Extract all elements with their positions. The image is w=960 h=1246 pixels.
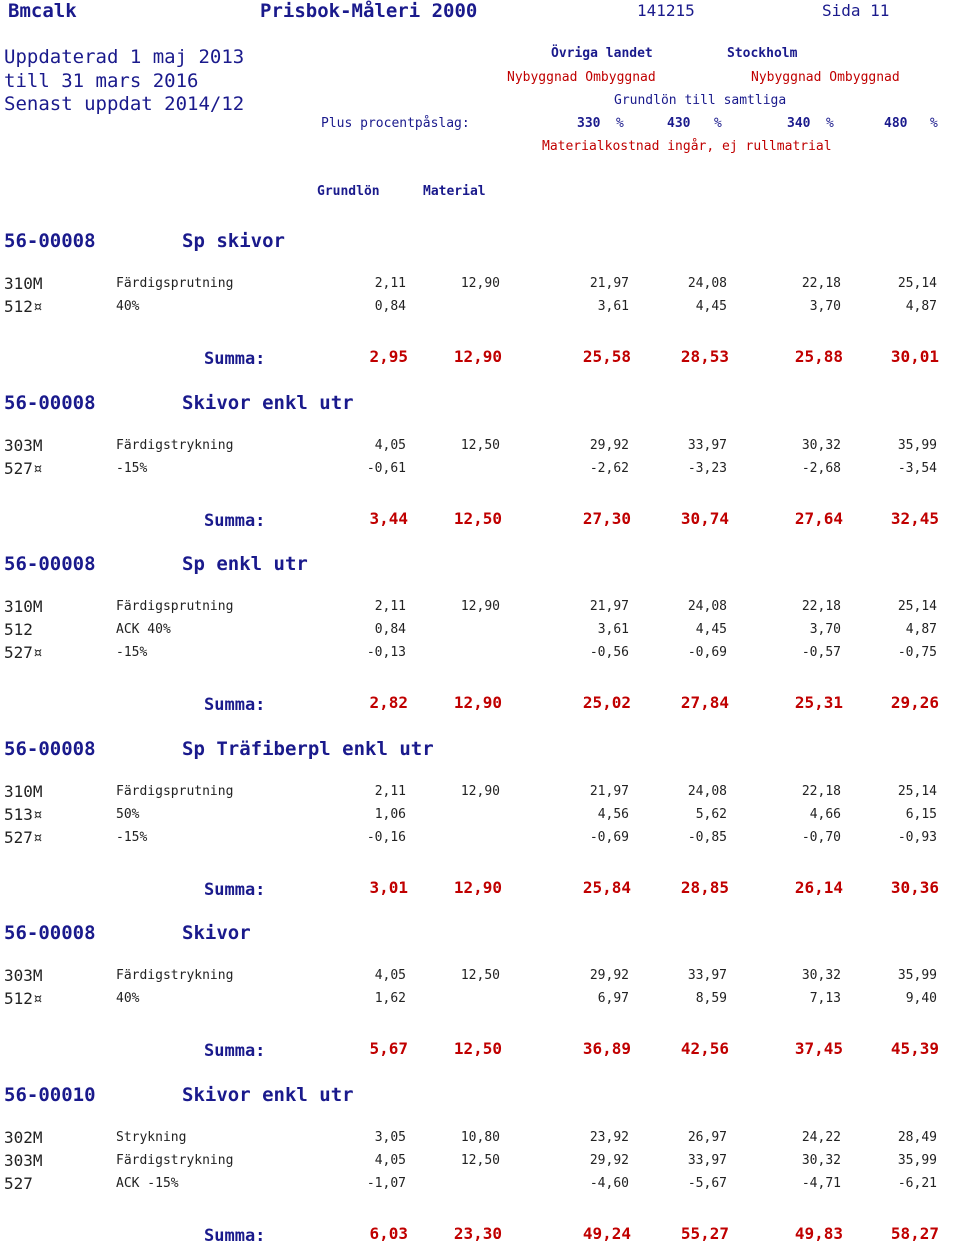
price-sthlm-rebuild: 35,99 xyxy=(897,438,937,453)
pct-sign-2: % xyxy=(714,116,722,131)
row-description: Färdigstrykning xyxy=(116,968,234,983)
grundlon-value: 1,06 xyxy=(374,807,406,823)
price-sthlm-new: -2,68 xyxy=(801,461,841,477)
row-description: Strykning xyxy=(116,1130,187,1145)
section-name: Skivor xyxy=(182,922,251,944)
sum-other-rebuild: 28,53 xyxy=(680,347,729,367)
material-value: 12,50 xyxy=(460,438,500,453)
row-description: -15% xyxy=(116,461,148,477)
price-sthlm-rebuild: 6,15 xyxy=(905,807,937,823)
price-sthlm-rebuild: 25,14 xyxy=(897,276,937,291)
sum-material: 12,90 xyxy=(453,347,502,367)
grundlon-value: -1,07 xyxy=(366,1176,406,1192)
sum-material: 12,50 xyxy=(453,1039,502,1059)
price-sthlm-rebuild: 35,99 xyxy=(897,1153,937,1169)
price-other-new: 23,92 xyxy=(589,1130,629,1145)
pct-value-1: 330 xyxy=(577,116,601,131)
sum-other-new: 25,58 xyxy=(582,347,631,367)
price-sthlm-rebuild: 25,14 xyxy=(897,599,937,614)
sum-grundlon: 2,82 xyxy=(369,693,408,713)
row-code: 512¤ xyxy=(4,297,43,317)
sum-sthlm-new: 25,88 xyxy=(794,347,843,367)
updated-line-1: Uppdaterad 1 maj 2013 xyxy=(4,46,245,68)
price-sthlm-new: -4,71 xyxy=(801,1176,841,1192)
row-code: 310M xyxy=(4,274,43,293)
price-sthlm-new: -0,57 xyxy=(801,645,841,661)
row-code: 302M xyxy=(4,1128,43,1147)
region-other: Övriga landet xyxy=(551,46,653,61)
section-name: Skivor enkl utr xyxy=(182,392,354,414)
section-code: 56-00010 xyxy=(4,1084,96,1106)
grundlon-value: 4,05 xyxy=(374,968,406,983)
region-stockholm: Stockholm xyxy=(727,46,798,61)
sum-sthlm-new: 27,64 xyxy=(794,509,843,529)
table-row xyxy=(0,274,960,296)
table-row xyxy=(0,989,960,1011)
summa-label: Summa: xyxy=(204,349,266,370)
material-value: 12,90 xyxy=(460,276,500,291)
price-other-rebuild: -0,69 xyxy=(687,645,727,661)
table-row xyxy=(0,297,960,319)
price-other-new: 3,61 xyxy=(597,299,629,315)
region-stockholm-subheader: Nybyggnad Ombyggnad xyxy=(751,70,900,85)
table-row xyxy=(0,828,960,850)
sum-grundlon: 2,95 xyxy=(369,347,408,367)
grundlon-value: 2,11 xyxy=(374,784,406,799)
grundlon-value: 4,05 xyxy=(374,1153,406,1169)
row-code: 512¤ xyxy=(4,989,43,1009)
price-sthlm-rebuild: 9,40 xyxy=(905,991,937,1007)
section-name: Sp enkl utr xyxy=(182,553,308,575)
price-other-rebuild: -5,67 xyxy=(687,1176,727,1192)
material-value: 12,90 xyxy=(460,784,500,799)
price-other-new: 3,61 xyxy=(597,622,629,638)
material-value: 10,80 xyxy=(460,1130,500,1145)
sum-sthlm-new: 26,14 xyxy=(794,878,843,898)
updated-line-3: Senast uppdat 2014/12 xyxy=(4,93,245,115)
price-other-rebuild: 33,97 xyxy=(687,438,727,453)
row-description: -15% xyxy=(116,830,148,846)
price-sthlm-new: 24,22 xyxy=(801,1130,841,1145)
price-sthlm-new: 7,13 xyxy=(809,991,841,1007)
sum-sthlm-rebuild: 30,36 xyxy=(890,878,939,898)
price-sthlm-rebuild: -6,21 xyxy=(897,1176,937,1192)
row-code: 527¤ xyxy=(4,643,43,663)
price-sthlm-new: -0,70 xyxy=(801,830,841,846)
column-header-grundlon: Grundlön xyxy=(317,184,380,199)
grundlon-value: -0,13 xyxy=(366,645,406,661)
grundlon-value: 3,05 xyxy=(374,1130,406,1145)
row-code: 303M xyxy=(4,436,43,455)
grundlon-value: -0,61 xyxy=(366,461,406,477)
row-code: 303M xyxy=(4,1151,43,1171)
price-sthlm-rebuild: 4,87 xyxy=(905,622,937,638)
plus-label: Plus procentpåslag: xyxy=(321,116,470,131)
price-other-new: 21,97 xyxy=(589,599,629,614)
sum-sthlm-rebuild: 32,45 xyxy=(890,509,939,529)
sum-material: 23,30 xyxy=(453,1224,502,1244)
price-other-rebuild: -0,85 xyxy=(687,830,727,846)
price-other-new: 21,97 xyxy=(589,784,629,799)
row-code: 527 xyxy=(4,1174,33,1194)
row-code: 310M xyxy=(4,782,43,801)
pct-sign-4: % xyxy=(930,116,938,131)
price-sthlm-new: 4,66 xyxy=(809,807,841,823)
material-value: 12,90 xyxy=(460,599,500,614)
table-row xyxy=(0,436,960,458)
sum-other-new: 25,02 xyxy=(582,693,631,713)
row-description: ACK 40% xyxy=(116,622,171,638)
pct-value-2: 430 xyxy=(667,116,691,131)
table-row xyxy=(0,805,960,827)
row-description: Färdigsprutning xyxy=(116,784,234,799)
price-other-new: 29,92 xyxy=(589,1153,629,1169)
price-other-rebuild: -3,23 xyxy=(687,461,727,477)
section-code: 56-00008 xyxy=(4,392,96,414)
material-note: Materialkostnad ingår, ej rullmatrial xyxy=(542,139,832,154)
region-other-subheader: Nybyggnad Ombyggnad xyxy=(507,70,656,85)
section-name: Sp Träfiberpl enkl utr xyxy=(182,738,434,760)
row-description: Färdigstrykning xyxy=(116,438,234,453)
row-code: 527¤ xyxy=(4,459,43,479)
price-sthlm-new: 3,70 xyxy=(809,622,841,638)
table-row xyxy=(0,620,960,642)
pct-sign-3: % xyxy=(826,116,834,131)
material-value: 12,50 xyxy=(460,968,500,983)
price-sthlm-new: 22,18 xyxy=(801,599,841,614)
price-other-new: 29,92 xyxy=(589,968,629,983)
summa-label: Summa: xyxy=(204,695,266,716)
material-value: 12,50 xyxy=(460,1153,500,1169)
price-other-new: 4,56 xyxy=(597,807,629,823)
row-description: Färdigsprutning xyxy=(116,276,234,291)
price-other-rebuild: 33,97 xyxy=(687,968,727,983)
summa-label: Summa: xyxy=(204,880,266,901)
row-code: 513¤ xyxy=(4,805,43,825)
price-other-rebuild: 4,45 xyxy=(695,299,727,315)
row-code: 310M xyxy=(4,597,43,616)
grundlon-value: -0,16 xyxy=(366,830,406,846)
price-other-new: -0,56 xyxy=(589,645,629,661)
price-other-rebuild: 5,62 xyxy=(695,807,727,823)
sum-sthlm-rebuild: 29,26 xyxy=(890,693,939,713)
document-title: Prisbok-Måleri 2000 xyxy=(260,0,478,22)
sum-grundlon: 5,67 xyxy=(369,1039,408,1059)
price-other-rebuild: 24,08 xyxy=(687,599,727,614)
table-row xyxy=(0,459,960,481)
price-sthlm-new: 22,18 xyxy=(801,276,841,291)
sum-sthlm-new: 49,83 xyxy=(794,1224,843,1244)
sum-sthlm-rebuild: 30,01 xyxy=(890,347,939,367)
section-name: Skivor enkl utr xyxy=(182,1084,354,1106)
grundlon-value: 0,84 xyxy=(374,622,406,638)
sum-grundlon: 3,01 xyxy=(369,878,408,898)
column-header-material: Material xyxy=(423,184,486,199)
sum-other-new: 25,84 xyxy=(582,878,631,898)
sum-sthlm-new: 37,45 xyxy=(794,1039,843,1059)
price-other-new: -0,69 xyxy=(589,830,629,846)
sum-material: 12,90 xyxy=(453,693,502,713)
row-description: ACK -15% xyxy=(116,1176,179,1192)
sum-other-rebuild: 30,74 xyxy=(680,509,729,529)
grundlon-note: Grundlön till samtliga xyxy=(614,93,787,108)
price-sthlm-new: 22,18 xyxy=(801,784,841,799)
updated-line-2: till 31 mars 2016 xyxy=(4,70,199,92)
row-description: 40% xyxy=(116,299,140,315)
section-code: 56-00008 xyxy=(4,738,96,760)
table-row xyxy=(0,782,960,804)
section-code: 56-00008 xyxy=(4,553,96,575)
summa-label: Summa: xyxy=(204,511,266,532)
sum-other-rebuild: 27,84 xyxy=(680,693,729,713)
row-description: Färdigsprutning xyxy=(116,599,234,614)
price-other-rebuild: 24,08 xyxy=(687,276,727,291)
table-row xyxy=(0,966,960,988)
grundlon-value: 0,84 xyxy=(374,299,406,315)
section-code: 56-00008 xyxy=(4,922,96,944)
price-sthlm-new: 3,70 xyxy=(809,299,841,315)
price-sthlm-rebuild: 28,49 xyxy=(897,1130,937,1145)
price-other-rebuild: 24,08 xyxy=(687,784,727,799)
price-other-new: -4,60 xyxy=(589,1176,629,1192)
row-code: 303M xyxy=(4,966,43,985)
document-code: 141215 xyxy=(637,1,695,20)
table-row xyxy=(0,1128,960,1150)
row-description: Färdigstrykning xyxy=(116,1153,234,1169)
section-code: 56-00008 xyxy=(4,230,96,252)
grundlon-value: 1,62 xyxy=(374,991,406,1007)
price-other-rebuild: 33,97 xyxy=(687,1153,727,1169)
price-sthlm-new: 30,32 xyxy=(801,968,841,983)
table-row xyxy=(0,597,960,619)
price-sthlm-rebuild: 25,14 xyxy=(897,784,937,799)
price-other-rebuild: 8,59 xyxy=(695,991,727,1007)
price-sthlm-new: 30,32 xyxy=(801,438,841,453)
price-sthlm-rebuild: 4,87 xyxy=(905,299,937,315)
sum-other-new: 27,30 xyxy=(582,509,631,529)
grundlon-value: 2,11 xyxy=(374,599,406,614)
price-sthlm-rebuild: 35,99 xyxy=(897,968,937,983)
table-row xyxy=(0,1151,960,1173)
sum-other-new: 49,24 xyxy=(582,1224,631,1244)
price-other-new: 29,92 xyxy=(589,438,629,453)
page-number: Sida 11 xyxy=(822,1,890,20)
grundlon-value: 2,11 xyxy=(374,276,406,291)
sum-sthlm-rebuild: 58,27 xyxy=(890,1224,939,1244)
sum-other-rebuild: 28,85 xyxy=(680,878,729,898)
row-code: 527¤ xyxy=(4,828,43,848)
price-other-rebuild: 4,45 xyxy=(695,622,727,638)
price-other-new: 21,97 xyxy=(589,276,629,291)
sum-material: 12,90 xyxy=(453,878,502,898)
price-other-new: 6,97 xyxy=(597,991,629,1007)
sum-sthlm-rebuild: 45,39 xyxy=(890,1039,939,1059)
sum-material: 12,50 xyxy=(453,509,502,529)
summa-label: Summa: xyxy=(204,1041,266,1062)
section-name: Sp skivor xyxy=(182,230,285,252)
pct-value-3: 340 xyxy=(787,116,811,131)
price-other-rebuild: 26,97 xyxy=(687,1130,727,1145)
sum-other-rebuild: 55,27 xyxy=(680,1224,729,1244)
summa-label: Summa: xyxy=(204,1226,266,1246)
sum-grundlon: 3,44 xyxy=(369,509,408,529)
sum-other-rebuild: 42,56 xyxy=(680,1039,729,1059)
pct-sign-1: % xyxy=(616,116,624,131)
sum-sthlm-new: 25,31 xyxy=(794,693,843,713)
table-row xyxy=(0,1174,960,1196)
row-description: -15% xyxy=(116,645,148,661)
price-sthlm-rebuild: -3,54 xyxy=(897,461,937,477)
pct-value-4: 480 xyxy=(884,116,908,131)
grundlon-value: 4,05 xyxy=(374,438,406,453)
price-sthlm-new: 30,32 xyxy=(801,1153,841,1169)
row-description: 50% xyxy=(116,807,140,823)
price-sthlm-rebuild: -0,93 xyxy=(897,830,937,846)
app-name: Bmcalk xyxy=(8,0,77,22)
sum-other-new: 36,89 xyxy=(582,1039,631,1059)
price-sthlm-rebuild: -0,75 xyxy=(897,645,937,661)
row-code: 512 xyxy=(4,620,33,640)
price-other-new: -2,62 xyxy=(589,461,629,477)
row-description: 40% xyxy=(116,991,140,1007)
table-row xyxy=(0,643,960,665)
sum-grundlon: 6,03 xyxy=(369,1224,408,1244)
